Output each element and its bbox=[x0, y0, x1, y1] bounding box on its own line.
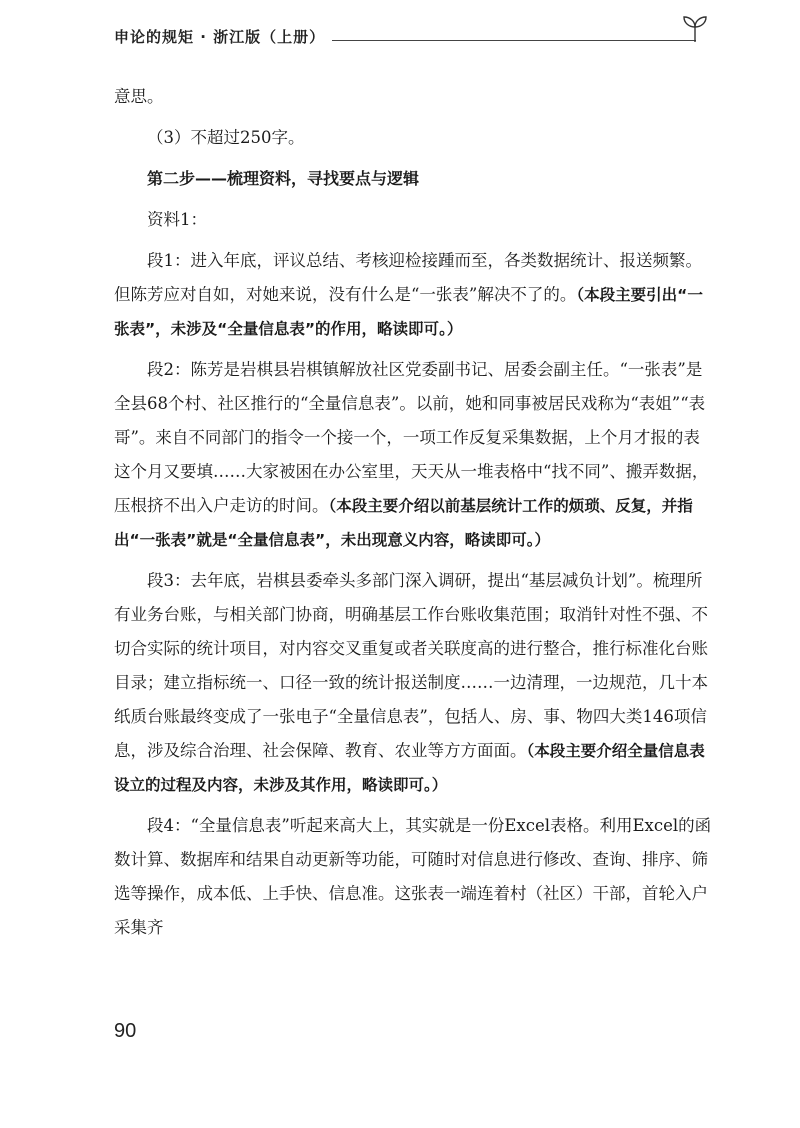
reading-note: （本段主要引出“一张表”，未涉及“全量信息表”的作用，略读即可。） bbox=[114, 286, 703, 338]
header-rule bbox=[332, 40, 696, 41]
requirement-item-3: （3）不超过250字。 bbox=[147, 128, 305, 147]
paragraph-1 bbox=[114, 244, 714, 346]
paragraph-4 bbox=[114, 809, 714, 945]
reading-note: （本段主要介绍以前基层统计工作的烦琐、反复，并指出“一张表”就是“全量信息表”，未出现意义内容，略读即可。） bbox=[114, 497, 693, 549]
page-body bbox=[114, 80, 714, 952]
material-label: 资料1： bbox=[147, 210, 207, 229]
running-header bbox=[114, 22, 714, 52]
paragraph-text: 段4：“全量信息表”听起来高大上，其实就是一份Excel表格。利用Excel的函数计算、数据库和结果自动更新等功能，可随时对信息进行修改、查询、排序、筛选等操作，成本低、上手快、信息准。这张表一端连着村（社区）干部，首轮入户采集齐 bbox=[114, 816, 712, 937]
intro-line: 意思。 bbox=[114, 87, 164, 106]
paragraph-2 bbox=[114, 353, 714, 557]
page-number: 90 bbox=[114, 1020, 137, 1042]
paragraph-text: 段1：进入年底，评议总结、考核迎检接踵而至，各类数据统计、报送频繁。但陈芳应对自如，对她来说，没有什么是“一张表”解决不了的。 bbox=[114, 251, 702, 304]
book-title: 申论的规矩 · 浙江版（上册） bbox=[114, 28, 326, 46]
paragraph-3 bbox=[114, 564, 714, 802]
paragraph-text: 段2：陈芳是岩棋县岩棋镇解放社区党委副书记、居委会副主任。“一张表”是全县68个村、社区推行的“全量信息表”。以前，她和同事被居民戏称为“表姐”“表哥”。来自不同部门的指令一个接一个，一项工作反复采集数据，上个月才报的表这个月又要填……大家被困在办公室里，天天从一堆表格中“找不同”、搬弄数据，压根挤不出入户走访的时间。 bbox=[114, 360, 709, 515]
sprout-icon bbox=[680, 14, 710, 44]
paragraph-text: 段3：去年底，岩棋县委牵头多部门深入调研，提出“基层减负计划”。梳理所有业务台账，与相关部门协商，明确基层工作台账收集范围；取消针对性不强、不切合实际的统计项目，对内容交叉重复或者关联度高的进行整合，推行标准化台账目录；建立指标统一、口径一致的统计报送制度……一边清理，一边规范，几十本纸质台账最终变成了一张电子“全量信息表”，包括人、房、事、物四大类146项信息，涉及综合治理、社会保障、教育、农业等方方面面。 bbox=[114, 571, 708, 760]
reading-note: （本段主要介绍全量信息表设立的过程及内容，未涉及其作用，略读即可。） bbox=[114, 742, 705, 794]
step-heading: 第二步——梳理资料，寻找要点与逻辑 bbox=[147, 169, 420, 188]
